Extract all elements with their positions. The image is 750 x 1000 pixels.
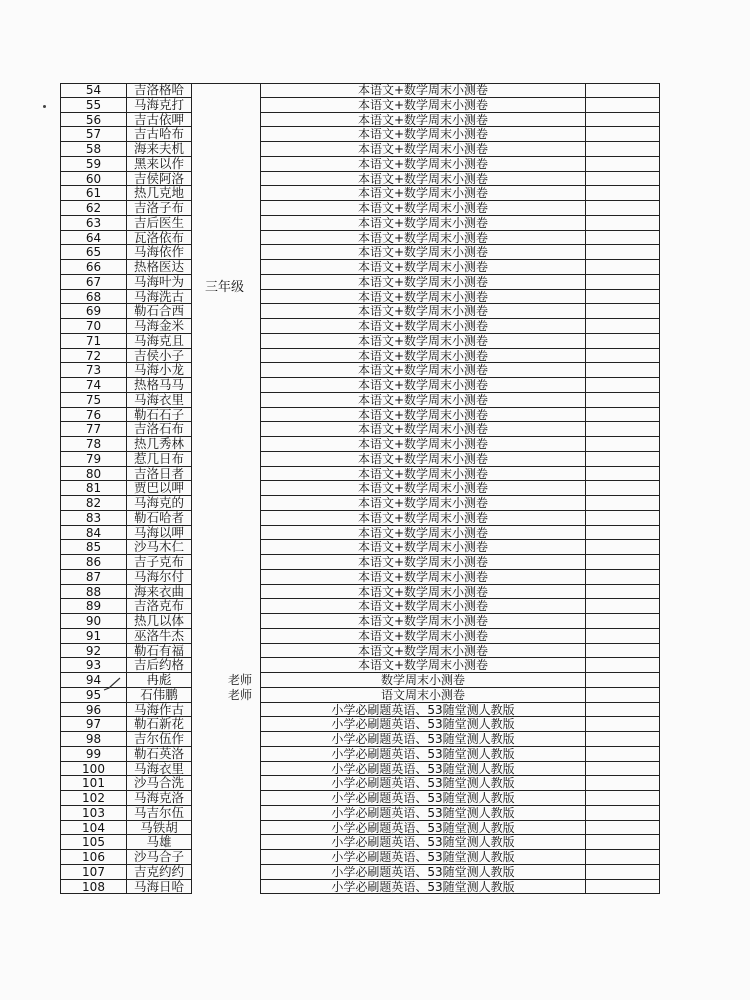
blank-cell [585, 717, 660, 732]
student-name: 吉洛格哈 [127, 83, 192, 98]
row-number: 70 [60, 319, 127, 334]
book-item: 本语文+数学周末小测卷 [260, 467, 585, 482]
student-name: 热格马马 [127, 378, 192, 393]
table-row [60, 629, 660, 644]
table-row [60, 688, 660, 703]
table-row [60, 644, 660, 659]
role-label: 老师 [227, 673, 252, 687]
blank-cell [585, 157, 660, 172]
blank-cell [585, 290, 660, 305]
book-item: 语文周末小测卷 [260, 688, 585, 703]
table-row [60, 113, 660, 128]
blank-cell [585, 791, 660, 806]
book-item: 本语文+数学周末小测卷 [260, 599, 585, 614]
student-name: 吉洛克布 [127, 599, 192, 614]
table-row [60, 673, 660, 688]
student-name: 吉古依呷 [127, 113, 192, 128]
row-number: 54 [60, 83, 127, 98]
book-item: 本语文+数学周末小测卷 [260, 363, 585, 378]
row-number: 92 [60, 644, 127, 659]
book-item: 本语文+数学周末小测卷 [260, 555, 585, 570]
book-item: 本语文+数学周末小测卷 [260, 585, 585, 600]
blank-cell [585, 555, 660, 570]
student-name: 巫洛牛杰 [127, 629, 192, 644]
blank-cell [585, 585, 660, 600]
student-name: 冉彪 [127, 673, 192, 688]
blank-cell [585, 747, 660, 762]
student-name: 马海克打 [127, 98, 192, 113]
table-row [60, 791, 660, 806]
scan-speck [43, 105, 46, 108]
blank-cell [585, 481, 660, 496]
blank-cell [585, 363, 660, 378]
row-number: 74 [60, 378, 127, 393]
student-name: 马海尔付 [127, 570, 192, 585]
table-row [60, 481, 660, 496]
student-name: 沙马木仁 [127, 540, 192, 555]
row-number: 61 [60, 186, 127, 201]
blank-cell [585, 614, 660, 629]
blank-cell [585, 629, 660, 644]
student-name: 沙马合子 [127, 850, 192, 865]
student-name: 贾巴以呷 [127, 481, 192, 496]
blank-cell [585, 334, 660, 349]
blank-cell [585, 526, 660, 541]
blank-cell [585, 688, 660, 703]
book-item: 本语文+数学周末小测卷 [260, 245, 585, 260]
table-row [60, 467, 660, 482]
row-number: 108 [60, 880, 127, 895]
row-number: 88 [60, 585, 127, 600]
book-item: 小学必刷题英语、53随堂测人教版 [260, 762, 585, 777]
table-row [60, 703, 660, 718]
book-item: 本语文+数学周末小测卷 [260, 378, 585, 393]
blank-cell [585, 776, 660, 791]
table-row [60, 142, 660, 157]
book-item: 本语文+数学周末小测卷 [260, 275, 585, 290]
blank-cell [585, 467, 660, 482]
blank-cell [585, 304, 660, 319]
student-name: 吉克约约 [127, 865, 192, 880]
table-row [60, 290, 660, 305]
blank-cell [585, 83, 660, 98]
blank-cell [585, 349, 660, 364]
book-item: 数学周末小测卷 [260, 673, 585, 688]
row-number: 66 [60, 260, 127, 275]
blank-cell [585, 172, 660, 187]
student-name: 马海叶为 [127, 275, 192, 290]
table-row [60, 496, 660, 511]
book-item: 小学必刷题英语、53随堂测人教版 [260, 791, 585, 806]
book-item: 本语文+数学周末小测卷 [260, 658, 585, 673]
blank-cell [585, 496, 660, 511]
blank-cell [585, 850, 660, 865]
table-row [60, 363, 660, 378]
student-name: 热几克地 [127, 186, 192, 201]
book-item: 本语文+数学周末小测卷 [260, 142, 585, 157]
book-item: 本语文+数学周末小测卷 [260, 511, 585, 526]
book-item: 本语文+数学周末小测卷 [260, 349, 585, 364]
distribution-table [60, 83, 660, 895]
blank-cell [585, 408, 660, 423]
book-item: 本语文+数学周末小测卷 [260, 644, 585, 659]
book-item: 本语文+数学周末小测卷 [260, 113, 585, 128]
row-number: 98 [60, 732, 127, 747]
blank-cell [585, 245, 660, 260]
handwritten-check-mark [102, 676, 122, 696]
table-row [60, 172, 660, 187]
book-item: 本语文+数学周末小测卷 [260, 334, 585, 349]
row-number: 67 [60, 275, 127, 290]
table-row [60, 865, 660, 880]
book-item: 本语文+数学周末小测卷 [260, 481, 585, 496]
book-item: 小学必刷题英语、53随堂测人教版 [260, 732, 585, 747]
blank-cell [585, 644, 660, 659]
book-item: 小学必刷题英语、53随堂测人教版 [260, 865, 585, 880]
row-number: 65 [60, 245, 127, 260]
student-name: 马海克且 [127, 334, 192, 349]
row-number: 90 [60, 614, 127, 629]
row-number: 96 [60, 703, 127, 718]
student-name: 马海作古 [127, 703, 192, 718]
table-row [60, 437, 660, 452]
table-row [60, 452, 660, 467]
blank-cell [585, 880, 660, 895]
student-name: 吉侯小子 [127, 349, 192, 364]
blank-cell [585, 186, 660, 201]
table-row [60, 585, 660, 600]
table-row [60, 835, 660, 850]
blank-cell [585, 319, 660, 334]
student-name: 吉古哈布 [127, 127, 192, 142]
blank-cell [585, 658, 660, 673]
table-row [60, 540, 660, 555]
row-number: 57 [60, 127, 127, 142]
blank-cell [585, 865, 660, 880]
table-row [60, 216, 660, 231]
table-row [60, 599, 660, 614]
student-name: 马海衣里 [127, 762, 192, 777]
book-item: 本语文+数学周末小测卷 [260, 393, 585, 408]
student-name: 吉后约格 [127, 658, 192, 673]
row-number: 77 [60, 422, 127, 437]
student-name: 吉尔伍作 [127, 732, 192, 747]
student-name: 吉后医生 [127, 216, 192, 231]
student-name: 马雄 [127, 835, 192, 850]
row-number: 63 [60, 216, 127, 231]
blank-cell [585, 142, 660, 157]
student-name: 马海克洛 [127, 791, 192, 806]
row-number: 93 [60, 658, 127, 673]
student-name: 马海以呷 [127, 526, 192, 541]
book-item: 本语文+数学周末小测卷 [260, 629, 585, 644]
student-name: 勒石合西 [127, 304, 192, 319]
book-item: 小学必刷题英语、53随堂测人教版 [260, 850, 585, 865]
table-row [60, 275, 660, 290]
student-name: 吉洛子布 [127, 201, 192, 216]
row-number: 55 [60, 98, 127, 113]
blank-cell [585, 570, 660, 585]
blank-cell [585, 231, 660, 246]
blank-cell [585, 732, 660, 747]
student-name: 瓦洛依布 [127, 231, 192, 246]
student-name: 马海衣里 [127, 393, 192, 408]
row-number: 104 [60, 821, 127, 836]
student-name: 石伟鹏 [127, 688, 192, 703]
book-item: 本语文+数学周末小测卷 [260, 231, 585, 246]
table-row [60, 260, 660, 275]
row-number: 94 [60, 673, 127, 688]
row-number: 100 [60, 762, 127, 777]
row-number: 91 [60, 629, 127, 644]
table-row [60, 98, 660, 113]
row-number: 106 [60, 850, 127, 865]
row-number: 107 [60, 865, 127, 880]
row-number: 69 [60, 304, 127, 319]
table-row [60, 776, 660, 791]
student-name: 吉侯阿洛 [127, 172, 192, 187]
blank-cell [585, 216, 660, 231]
table-row [60, 717, 660, 732]
table-row [60, 658, 660, 673]
student-name: 马海金米 [127, 319, 192, 334]
row-number: 59 [60, 157, 127, 172]
student-name: 马海依作 [127, 245, 192, 260]
student-name: 吉子克布 [127, 555, 192, 570]
blank-cell [585, 452, 660, 467]
book-item: 小学必刷题英语、53随堂测人教版 [260, 776, 585, 791]
row-number: 97 [60, 717, 127, 732]
blank-cell [585, 673, 660, 688]
blank-cell [585, 599, 660, 614]
row-number: 82 [60, 496, 127, 511]
book-item: 本语文+数学周末小测卷 [260, 437, 585, 452]
blank-cell [585, 275, 660, 290]
table-row [60, 762, 660, 777]
book-item: 本语文+数学周末小测卷 [260, 127, 585, 142]
blank-cell [585, 98, 660, 113]
row-number: 62 [60, 201, 127, 216]
table-row [60, 393, 660, 408]
row-number: 95 [60, 688, 127, 703]
student-name: 勒石英洛 [127, 747, 192, 762]
book-item: 本语文+数学周末小测卷 [260, 290, 585, 305]
table-row [60, 378, 660, 393]
table-row [60, 231, 660, 246]
book-item: 本语文+数学周末小测卷 [260, 201, 585, 216]
book-item: 本语文+数学周末小测卷 [260, 216, 585, 231]
book-item: 本语文+数学周末小测卷 [260, 98, 585, 113]
table-row [60, 850, 660, 865]
table-row [60, 334, 660, 349]
row-number: 81 [60, 481, 127, 496]
table-row [60, 526, 660, 541]
student-name: 热格医达 [127, 260, 192, 275]
blank-cell [585, 835, 660, 850]
table-row [60, 570, 660, 585]
row-number: 56 [60, 113, 127, 128]
row-number: 76 [60, 408, 127, 423]
table-row [60, 732, 660, 747]
row-number: 102 [60, 791, 127, 806]
row-number: 58 [60, 142, 127, 157]
table-row [60, 319, 660, 334]
row-number: 84 [60, 526, 127, 541]
table-row [60, 821, 660, 836]
blank-cell [585, 378, 660, 393]
student-name: 马海克的 [127, 496, 192, 511]
row-number: 87 [60, 570, 127, 585]
row-number: 103 [60, 806, 127, 821]
book-item: 小学必刷题英语、53随堂测人教版 [260, 806, 585, 821]
student-name: 勒石哈者 [127, 511, 192, 526]
table-row [60, 422, 660, 437]
book-item: 小学必刷题英语、53随堂测人教版 [260, 880, 585, 895]
student-name: 热几以体 [127, 614, 192, 629]
student-name: 海来衣曲 [127, 585, 192, 600]
student-name: 吉洛日者 [127, 467, 192, 482]
row-number: 75 [60, 393, 127, 408]
book-item: 本语文+数学周末小测卷 [260, 83, 585, 98]
table-row [60, 614, 660, 629]
book-item: 本语文+数学周末小测卷 [260, 496, 585, 511]
student-name: 沙马合洗 [127, 776, 192, 791]
blank-cell [585, 260, 660, 275]
book-item: 本语文+数学周末小测卷 [260, 526, 585, 541]
book-item: 本语文+数学周末小测卷 [260, 260, 585, 275]
row-number: 60 [60, 172, 127, 187]
row-number: 64 [60, 231, 127, 246]
row-number: 68 [60, 290, 127, 305]
blank-cell [585, 393, 660, 408]
student-name: 吉洛石布 [127, 422, 192, 437]
book-item: 本语文+数学周末小测卷 [260, 540, 585, 555]
student-name: 海来夫机 [127, 142, 192, 157]
student-name: 马海日哈 [127, 880, 192, 895]
book-item: 本语文+数学周末小测卷 [260, 452, 585, 467]
row-number: 71 [60, 334, 127, 349]
row-number: 79 [60, 452, 127, 467]
book-item: 本语文+数学周末小测卷 [260, 172, 585, 187]
row-number: 89 [60, 599, 127, 614]
student-name: 勒石新花 [127, 717, 192, 732]
blank-cell [585, 806, 660, 821]
table-row [60, 555, 660, 570]
row-number: 105 [60, 835, 127, 850]
student-name: 勒石石子 [127, 408, 192, 423]
book-item: 本语文+数学周末小测卷 [260, 570, 585, 585]
book-item: 小学必刷题英语、53随堂测人教版 [260, 821, 585, 836]
book-item: 小学必刷题英语、53随堂测人教版 [260, 835, 585, 850]
blank-cell [585, 762, 660, 777]
table-row [60, 245, 660, 260]
row-number: 80 [60, 467, 127, 482]
row-number: 78 [60, 437, 127, 452]
role-label: 老师 [227, 687, 252, 702]
blank-cell [585, 437, 660, 452]
book-item: 本语文+数学周末小测卷 [260, 408, 585, 423]
student-name: 马海小龙 [127, 363, 192, 378]
blank-cell [585, 422, 660, 437]
student-name: 惹几日布 [127, 452, 192, 467]
book-item: 本语文+数学周末小测卷 [260, 186, 585, 201]
book-item: 本语文+数学周末小测卷 [260, 319, 585, 334]
row-number: 72 [60, 349, 127, 364]
row-number: 73 [60, 363, 127, 378]
book-item: 小学必刷题英语、53随堂测人教版 [260, 747, 585, 762]
book-item: 本语文+数学周末小测卷 [260, 614, 585, 629]
table-row [60, 806, 660, 821]
table-row [60, 747, 660, 762]
student-name: 黑来以作 [127, 157, 192, 172]
student-name: 马海洗古 [127, 290, 192, 305]
table-row [60, 349, 660, 364]
blank-cell [585, 201, 660, 216]
table-row [60, 127, 660, 142]
grade-label: 三年级 [205, 280, 245, 295]
table-row [60, 157, 660, 172]
table-row [60, 186, 660, 201]
row-number: 99 [60, 747, 127, 762]
table-row [60, 880, 660, 895]
blank-cell [585, 511, 660, 526]
student-name: 马铁胡 [127, 821, 192, 836]
blank-cell [585, 703, 660, 718]
table-row [60, 201, 660, 216]
row-number: 101 [60, 776, 127, 791]
blank-cell [585, 540, 660, 555]
student-name: 马吉尔伍 [127, 806, 192, 821]
student-name: 勒石有福 [127, 644, 192, 659]
row-number: 86 [60, 555, 127, 570]
table-row [60, 83, 660, 98]
book-item: 本语文+数学周末小测卷 [260, 157, 585, 172]
blank-cell [585, 113, 660, 128]
book-item: 小学必刷题英语、53随堂测人教版 [260, 717, 585, 732]
table-row [60, 408, 660, 423]
book-item: 本语文+数学周末小测卷 [260, 422, 585, 437]
blank-cell [585, 127, 660, 142]
table-row [60, 511, 660, 526]
book-item: 本语文+数学周末小测卷 [260, 304, 585, 319]
student-name: 热几秀林 [127, 437, 192, 452]
blank-cell [585, 821, 660, 836]
row-number: 85 [60, 540, 127, 555]
book-item: 小学必刷题英语、53随堂测人教版 [260, 703, 585, 718]
table-row [60, 304, 660, 319]
row-number: 83 [60, 511, 127, 526]
